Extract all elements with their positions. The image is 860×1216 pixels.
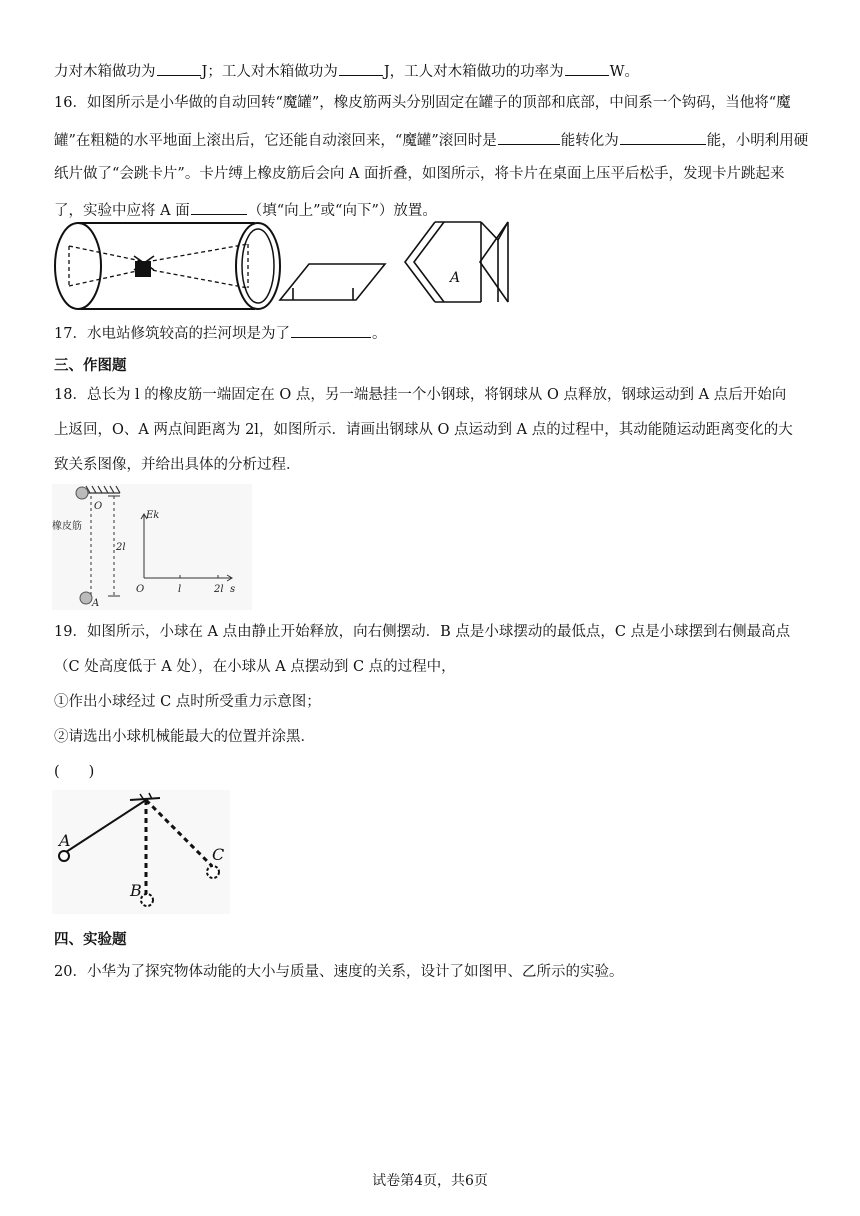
q17-text-a: 17．水电站修筑较高的拦河坝是为了 bbox=[54, 326, 290, 342]
label-c: C bbox=[212, 845, 225, 864]
hook-weight bbox=[135, 261, 151, 277]
section-heading-drawing: 三、作图题 bbox=[54, 358, 127, 374]
magic-can-figure bbox=[55, 223, 280, 309]
q17-text-b: 。 bbox=[371, 326, 387, 342]
answer-blank[interactable] bbox=[191, 199, 247, 215]
q18-line-3: 致关系图像，并给出具体的分析过程． bbox=[54, 457, 301, 473]
ball-b[interactable] bbox=[141, 894, 153, 906]
label-a: A bbox=[59, 831, 71, 850]
q15-text-1: 力对木箱做功为 bbox=[54, 64, 156, 80]
label-point-a: A bbox=[92, 598, 100, 609]
q16-text-4b: （填“向上”或“向下”）放置。 bbox=[247, 203, 437, 219]
section-heading-experiment: 四、实验题 bbox=[54, 932, 127, 948]
q16-figures bbox=[50, 220, 520, 312]
answer-blank[interactable] bbox=[620, 129, 706, 145]
q19-line-2: （C 处高度低于 A 处），在小球从 A 点摆动到 C 点的过程中， bbox=[54, 659, 456, 675]
axis-label-s: s bbox=[230, 584, 236, 595]
tick-label-2l: 2l bbox=[214, 584, 224, 595]
ball-at-o bbox=[76, 487, 88, 499]
q19-item-1: ①作出小球经过 C 点时所受重力示意图； bbox=[54, 694, 321, 710]
answer-blank[interactable] bbox=[498, 129, 560, 145]
label-rubber-band: 橡皮筋 bbox=[52, 521, 82, 532]
q16-text-2b: 能转化为 bbox=[560, 133, 619, 149]
q16-line-1: 16．如图所示是小华做的自动回转“魔罐”，橡皮筋两头分别固定在罐子的顶部和底部，中间系一个钩码，当他将“魔 bbox=[54, 95, 791, 111]
q19-answer-paren[interactable]: ( ) bbox=[54, 764, 95, 780]
pendulum-figure bbox=[52, 790, 230, 914]
q16-text-2c: 能，小明利用硬 bbox=[706, 133, 809, 149]
q16-text-2a: 罐”在粗糙的水平地面上滚出后，它还能自动滚回来，“魔罐”滚回时是 bbox=[54, 133, 497, 149]
q16-line-3: 纸片做了“会跳卡片”。卡片缚上橡皮筋后会向 A 面折叠，如图所示，将卡片在桌面上压平后松手，发现卡片跳起来 bbox=[54, 166, 785, 182]
q16-line-4 bbox=[54, 199, 437, 221]
tick-label-l: l bbox=[178, 584, 182, 595]
ball-c[interactable] bbox=[207, 866, 219, 878]
label-b: B bbox=[130, 881, 142, 900]
q15-tail-line bbox=[54, 60, 639, 82]
q19-line-1: 19．如图所示，小球在 A 点由静止开始释放，向右侧摆动．B 点是小球摆动的最低点，C 点是小球摆到右侧最高点 bbox=[54, 624, 791, 640]
q19-item-2: ②请选出小球机械能最大的位置并涂黑． bbox=[54, 729, 315, 745]
q16-line-2 bbox=[54, 129, 808, 151]
page-footer: 试卷第4页，共6页 bbox=[372, 1173, 488, 1189]
ball-at-a bbox=[80, 592, 92, 604]
label-point-o: O bbox=[94, 501, 103, 512]
q16-text-4a: 了，实验中应将 A 面 bbox=[54, 203, 190, 219]
q15-text-2: J；工人对木箱做功为 bbox=[201, 64, 338, 80]
answer-blank[interactable] bbox=[291, 322, 371, 338]
q20-line-1: 20．小华为了探究物体动能的大小与质量、速度的关系，设计了如图甲、乙所示的实验。 bbox=[54, 964, 624, 980]
folded-card-figure bbox=[405, 222, 508, 302]
q18-line-1: 18．总长为 l 的橡皮筋一端固定在 O 点，另一端悬挂一个小钢球，将钢球从 O 点释放，钢球运动到 A 点后开始向 bbox=[54, 387, 787, 403]
answer-blank[interactable] bbox=[339, 60, 383, 76]
q18-figure bbox=[52, 484, 252, 610]
ball-a[interactable] bbox=[59, 851, 69, 861]
label-2l: 2l bbox=[116, 542, 126, 553]
flat-card-figure bbox=[280, 264, 385, 300]
axis-label-ek: Ek bbox=[146, 510, 160, 521]
answer-blank[interactable] bbox=[565, 60, 609, 76]
answer-blank[interactable] bbox=[157, 60, 201, 76]
axis-origin: O bbox=[136, 584, 145, 595]
q15-text-3: J，工人对木箱做功的功率为 bbox=[383, 64, 564, 80]
q18-line-2: 上返回，O、A 两点间距离为 2l，如图所示．请画出钢球从 O 点运动到 A 点的过程中，其动能随运动距离变化的大 bbox=[54, 422, 793, 438]
card-face-label: A bbox=[450, 270, 461, 286]
q17-line bbox=[54, 322, 386, 344]
q15-text-4: W。 bbox=[609, 64, 640, 80]
